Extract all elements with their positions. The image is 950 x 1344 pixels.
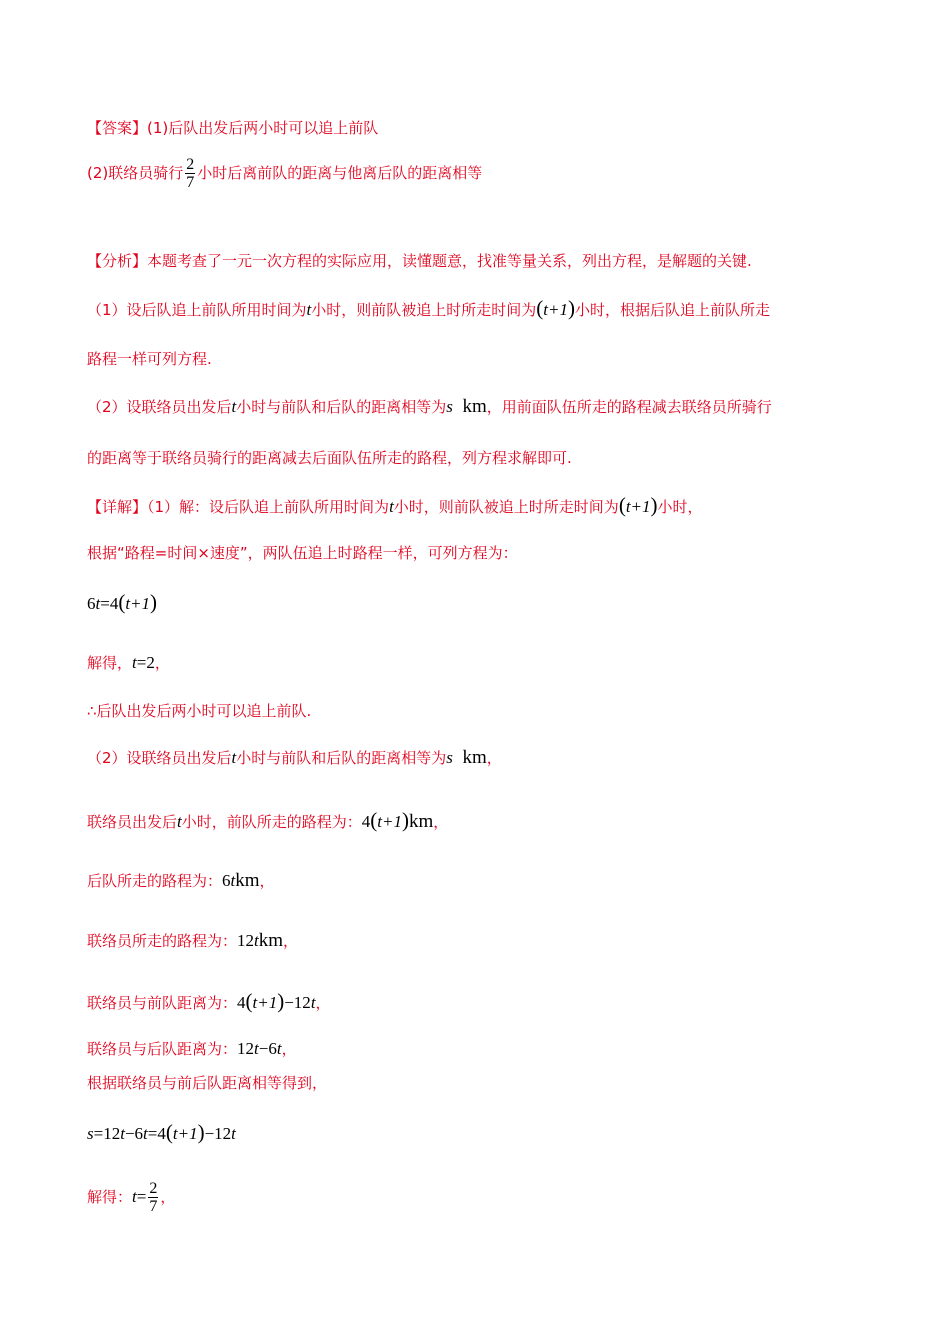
math-lp: ( [370,808,378,832]
detail-p1-a: （1）解：设后队追上前队所用时间为 [147,498,390,516]
answer-fraction [185,156,195,191]
math-t: t [177,812,182,831]
math-t-plus-1: t+1 [252,993,278,1012]
answer-line-1 [87,118,378,138]
l2-a: 后队所走的路程为： [87,872,223,890]
analysis-p2-d: 的距离等于联络员骑行的距离减去后面队伍所走的路程，列方程求解即可. [87,449,572,467]
comma: ， [259,872,275,890]
answer-part2-suffix: 小时后离前队的距离与他离后队的距离相等 [197,164,483,182]
math-t-plus-1: t+1 [543,300,568,319]
math-t-plus-1: t+1 [625,497,651,516]
math-four: 4 [361,812,371,831]
solve-val: =2 [136,653,155,672]
math-t: t [231,748,237,767]
eq2-mid2: =4 [147,1124,166,1143]
comma: ， [283,932,299,950]
l5-a: 联络员与后队距离为： [87,1040,238,1058]
math-km: km [462,747,487,768]
answer-line-2 [87,156,482,191]
math-lp: ( [245,989,253,1013]
eq2-s-eq: =12 [93,1124,121,1143]
math-t: t [231,397,237,416]
detail-label: 【详解】 [87,498,148,516]
final-denominator: 7 [149,1198,158,1215]
analysis-p2-c: ，用前面队伍所走的路程减去联络员所骑行 [486,398,772,416]
analysis-p2-b: 小时与前队和后队的距离相等为 [236,398,447,416]
math-t: t [306,300,312,319]
analysis-p1-line-2 [87,349,212,369]
detail-basis: 根据“路程=时间×速度”，两队伍追上时路程一样，可列方程为： [87,544,518,562]
math-km: km [462,396,487,417]
fraction-denominator: 7 [186,174,195,191]
detail-basis-line [87,543,518,563]
analysis-intro: 本题考查了一元一次方程的实际应用，读懂题意，找准等量关系，列出方程，是解题的关键. [147,252,752,270]
detail-p1-c: 小时， [657,498,703,516]
math-t: t [276,1039,282,1058]
analysis-p2-line-2 [87,448,572,468]
math-twelve: 12 [237,931,255,950]
math-t: t [254,1039,259,1058]
analysis-p2-line-1 [87,397,772,417]
math-minus-12: −12 [284,993,311,1012]
l1-b: 小时，前队所走的路程为： [181,813,362,831]
math-rp: ) [401,808,409,832]
final-numerator: 2 [149,1180,158,1197]
comma: ， [433,813,449,831]
math-lp: ( [536,296,544,320]
math-rp: ) [150,590,158,614]
detail-p1-line [87,495,703,517]
analysis-intro-line [87,251,752,271]
gap-back-line [87,1039,297,1059]
conclusion-line [87,701,311,721]
math-t: t [120,1124,125,1143]
comma: ， [315,994,331,1012]
gap-front-line [87,991,331,1013]
math-t: t [254,931,259,950]
math-lp: ( [165,1120,173,1144]
detail-p1-b: 小时，则前队被追上时所走时间为 [393,498,619,516]
math-s: s [446,748,453,767]
math-km: km [408,811,434,832]
back-distance-line [87,871,275,891]
front-distance-line [87,810,448,832]
final-solve-line: 解得：t= $\frac{2}{7}$ ， [87,1180,176,1215]
eq1-coef: 6 [87,594,96,613]
math-rp: ) [568,296,575,320]
equation-2 [87,1122,236,1144]
l4-a: 联络员与前队距离为： [87,994,238,1012]
l1-a: 联络员出发后 [87,813,178,831]
comma: ， [281,1040,297,1058]
analysis-p2-a: （2）设联络员出发后 [87,398,232,416]
analysis-p1-b: 小时，则前队被追上时所走时间为 [311,301,537,319]
solve-end: ， [154,654,170,672]
detail-p2-line [87,748,502,768]
l6: 根据联络员与前后队距离相等得到， [87,1074,328,1092]
math-rp: ) [650,493,658,517]
math-rp: ) [277,989,285,1013]
eq1-eq: =4 [100,594,119,613]
math-rp: ) [197,1120,205,1144]
comma: ， [160,1188,176,1206]
final-label: 解得： [87,1188,133,1206]
fraction-numerator: 2 [186,156,195,173]
math-t-plus-1: t+1 [172,1124,198,1143]
analysis-p1-a: （1）设后队追上前队所用时间为 [87,301,307,319]
solve-label: 解得， [87,654,133,672]
eq2-tail: −12 [204,1124,232,1143]
math-km: km [258,930,284,951]
answer-part2-prefix: (2)联络员骑行 [87,164,184,182]
detail-p2-end: ， [486,749,502,767]
math-t: t [231,1124,236,1143]
math-s: s [87,1124,94,1143]
math-t: t [132,653,137,672]
math-t: t [132,1187,137,1206]
math-t-plus-1: t+1 [377,812,402,831]
math-six: 6 [222,871,231,890]
analysis-p1-line-1 [87,298,770,320]
equal-basis-line [87,1073,327,1093]
solve-line-1 [87,653,170,673]
math-t: t [310,993,316,1012]
math-minus-6: −6 [258,1039,277,1058]
math-s: s [446,397,453,416]
analysis-p1-d: 路程一样可列方程. [87,350,212,368]
math-twelve: 12 [237,1039,255,1058]
final-fraction [148,1180,158,1215]
analysis-p1-c: 小时，根据后队追上前队所走 [575,301,771,319]
eq2-mid: −6 [124,1124,144,1143]
math-t: t [143,1124,148,1143]
math-t: t [389,497,394,516]
answer-label: 【答案】 [87,119,148,137]
detail-p2-b: 小时与前队和后队的距离相等为 [236,749,447,767]
math-four: 4 [237,993,246,1012]
conclusion: ∴后队出发后两小时可以追上前队. [87,702,312,720]
l3-a: 联络员所走的路程为： [87,932,238,950]
liaison-distance-line [87,931,298,951]
analysis-label: 【分析】 [87,252,148,270]
math-km: km [235,870,260,891]
detail-p2-a: （2）设联络员出发后 [87,749,232,767]
math-t: t [230,871,236,890]
answer-part1: (1)后队出发后两小时可以追上前队 [147,119,379,137]
equation-1 [87,592,157,614]
math-t: t [95,594,101,613]
math-lp: ( [618,493,626,517]
math-t-plus-1: t+1 [125,594,151,613]
math-lp: ( [118,590,126,614]
